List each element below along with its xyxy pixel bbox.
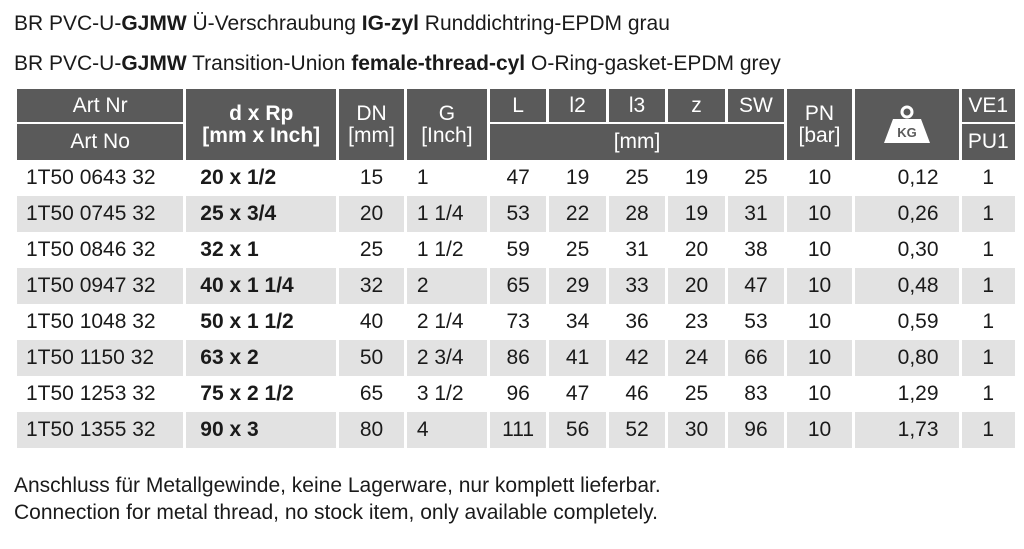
title-en-part1: BR PVC-U-: [14, 52, 122, 75]
cell-article-number: 1T50 1150 32: [17, 340, 183, 376]
table-row: [17, 376, 1015, 412]
cell-l2: 41: [549, 340, 605, 376]
cell-dn: 80: [339, 412, 404, 448]
cell-weight: 0,26: [855, 196, 959, 232]
cell-l: 65: [490, 268, 546, 304]
cell-ve1: 1: [982, 310, 995, 333]
header-art-nr: Art Nr: [17, 89, 183, 122]
cell-dimension: 63 x 2: [186, 340, 336, 376]
cell-l2: 22: [549, 196, 605, 232]
cell-pn: 10: [807, 382, 832, 405]
cell-sw: 47: [728, 268, 784, 304]
cell-article-number: 1T50 1253 32: [26, 382, 156, 405]
header-mm-unit: [mm]: [490, 122, 784, 160]
header-z: z: [668, 89, 724, 122]
cell-article-number: 1T50 0947 32: [17, 268, 183, 304]
cell-dn: 25: [359, 238, 384, 261]
cell-ve1: 1: [982, 166, 995, 189]
cell-pn: 10: [787, 196, 852, 232]
cell-pn: 10: [807, 238, 832, 261]
table-row: [17, 412, 1015, 448]
table-row: [17, 304, 1015, 340]
table-row: [17, 268, 1015, 304]
header-l2: l2: [549, 89, 605, 122]
cell-dn: 32: [339, 268, 404, 304]
cell-z: 25: [684, 382, 709, 405]
weight-kg-icon: [881, 105, 933, 145]
cell-ve1: 1: [982, 382, 995, 405]
title-de-part2: Ü-Verschraubung: [186, 12, 362, 35]
cell-ve1: 1: [982, 238, 995, 261]
header-l3: l3: [609, 89, 665, 122]
cell-z: 20: [684, 238, 709, 261]
cell-thread-g: 3 1/2: [416, 382, 464, 405]
cell-l2: 34: [565, 310, 590, 333]
footnote-german: Anschluss für Metallgewinde, keine Lagerware, nur komplett lieferbar.: [14, 474, 661, 497]
cell-dimension: 40 x 1 1/4: [186, 268, 336, 304]
cell-article-number: 1T50 1355 32: [17, 412, 183, 448]
cell-dn: 50: [339, 340, 404, 376]
cell-l2: 25: [565, 238, 590, 261]
cell-dn: 15: [359, 166, 384, 189]
cell-sw: 66: [728, 340, 784, 376]
table-row: [17, 340, 1015, 376]
cell-article-number: 1T50 1048 32: [26, 310, 156, 333]
cell-l3: 36: [625, 310, 649, 333]
cell-thread-g: 2 3/4: [407, 340, 487, 376]
cell-weight: 0,59: [897, 310, 939, 333]
cell-pn: 10: [807, 310, 832, 333]
header-ve1: VE1: [962, 89, 1015, 122]
title-de-part3: Runddichtring-EPDM grau: [418, 12, 670, 35]
header-dimension-label: d x Rp: [229, 101, 294, 125]
cell-sw: 31: [728, 196, 784, 232]
cell-ve1: 1: [962, 196, 1015, 232]
cell-sw: 96: [728, 412, 784, 448]
title-en-part2: Transition-Union: [186, 52, 352, 75]
header-g: [407, 89, 487, 160]
header-weight: [855, 89, 959, 160]
cell-z: 24: [668, 340, 724, 376]
cell-sw: 38: [744, 238, 768, 261]
title-en-part3: O-Ring-gasket-EPDM grey: [525, 52, 781, 75]
cell-dimension: 50 x 1 1/2: [200, 310, 294, 333]
cell-l3: 33: [609, 268, 665, 304]
header-pn-unit: [bar]: [798, 123, 841, 147]
cell-dimension: 75 x 2 1/2: [200, 382, 294, 405]
cell-l: 53: [490, 196, 546, 232]
cell-dimension: 20 x 1/2: [200, 166, 277, 189]
cell-l: 86: [490, 340, 546, 376]
cell-l2: 47: [565, 382, 590, 405]
header-sw: SW: [728, 89, 784, 122]
title-en-material: GJMW: [121, 52, 187, 75]
header-pn: [787, 89, 852, 160]
header-pu1: PU1: [962, 122, 1015, 160]
header-g-unit: [Inch]: [421, 123, 473, 147]
cell-thread-g: 1: [416, 166, 429, 189]
title-german: [14, 11, 670, 37]
cell-sw: 83: [744, 382, 768, 405]
cell-z: 19: [668, 196, 724, 232]
table-row: [17, 160, 1015, 196]
cell-dn: 40: [359, 310, 384, 333]
cell-l3: 31: [625, 238, 649, 261]
cell-weight: 1,73: [855, 412, 959, 448]
cell-sw: 53: [744, 310, 768, 333]
cell-weight: 0,12: [897, 166, 939, 189]
cell-z: 23: [684, 310, 709, 333]
cell-pn: 10: [787, 268, 852, 304]
cell-thread-g: 4: [407, 412, 487, 448]
cell-thread-g: 1 1/2: [416, 238, 464, 261]
cell-l3: 52: [609, 412, 665, 448]
title-de-material: GJMW: [121, 12, 187, 35]
cell-ve1: 1: [962, 268, 1015, 304]
header-g-label: G: [438, 101, 456, 125]
header-dimension-unit: [mm x Inch]: [202, 123, 321, 147]
cell-article-number: 1T50 0846 32: [26, 238, 156, 261]
header-l: L: [490, 89, 546, 122]
cell-z: 19: [684, 166, 709, 189]
header-dimension: [186, 89, 336, 160]
cell-dimension: 25 x 3/4: [186, 196, 336, 232]
table-row: [17, 196, 1015, 232]
cell-thread-g: 1 1/4: [407, 196, 487, 232]
header-pn-label: PN: [804, 101, 835, 125]
cell-dimension: 90 x 3: [186, 412, 336, 448]
cell-l2: 29: [549, 268, 605, 304]
cell-thread-g: 2 1/4: [416, 310, 464, 333]
cell-l: 96: [506, 382, 530, 405]
cell-article-number: 1T50 0745 32: [17, 196, 183, 232]
cell-weight: 0,48: [855, 268, 959, 304]
title-english: [14, 51, 781, 77]
cell-l3: 25: [625, 166, 649, 189]
cell-pn: 10: [787, 340, 852, 376]
cell-dn: 20: [339, 196, 404, 232]
cell-pn: 10: [807, 166, 832, 189]
table-row: [17, 232, 1015, 268]
header-dn-label: DN: [356, 101, 387, 125]
cell-l2: 19: [565, 166, 590, 189]
cell-weight: 0,80: [855, 340, 959, 376]
cell-l2: 56: [549, 412, 605, 448]
cell-l3: 42: [609, 340, 665, 376]
footnote-english: Connection for metal thread, no stock item, only available completely.: [14, 501, 658, 524]
cell-l: 59: [506, 238, 530, 261]
cell-ve1: 1: [962, 340, 1015, 376]
cell-pn: 10: [787, 412, 852, 448]
title-en-connection: female-thread-cyl: [351, 52, 526, 75]
cell-dimension: 32 x 1: [200, 238, 259, 261]
cell-z: 20: [668, 268, 724, 304]
weight-kg-label: KG: [896, 124, 917, 140]
title-de-connection: IG-zyl: [361, 12, 419, 35]
cell-dn: 65: [359, 382, 384, 405]
cell-ve1: 1: [962, 412, 1015, 448]
cell-sw: 25: [744, 166, 768, 189]
cell-z: 30: [668, 412, 724, 448]
cell-article-number: 1T50 0643 32: [26, 166, 156, 189]
header-dn: [339, 89, 404, 160]
cell-weight: 0,30: [897, 238, 939, 261]
header-dn-unit: [mm]: [348, 123, 395, 147]
cell-thread-g: 2: [407, 268, 487, 304]
cell-l: 47: [506, 166, 530, 189]
cell-l: 111: [490, 412, 546, 448]
cell-l: 73: [506, 310, 530, 333]
cell-l3: 46: [625, 382, 649, 405]
header-art-no: Art No: [17, 122, 183, 160]
cell-l3: 28: [609, 196, 665, 232]
product-table: [14, 89, 1018, 448]
cell-weight: 1,29: [897, 382, 939, 405]
title-de-part1: BR PVC-U-: [14, 12, 122, 35]
